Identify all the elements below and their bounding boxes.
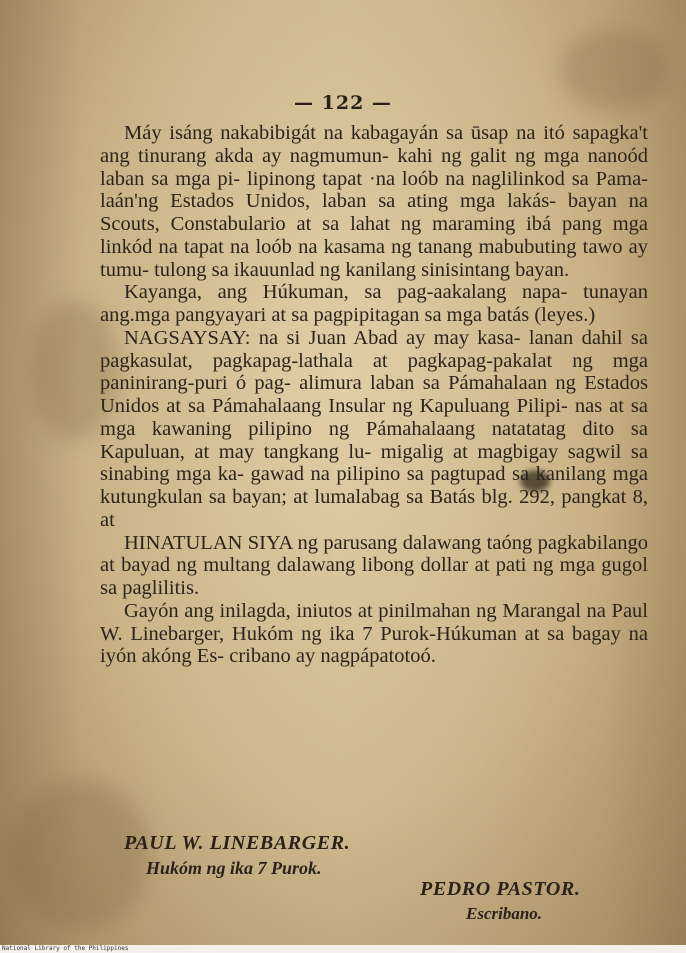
page-number: — 122 — (294, 92, 392, 114)
text-line: Kayanga, ang Húkuman, sa pag-aakalang napa- (124, 281, 568, 304)
text-line: Purok-Húkuman at sa bagay na iyón akóng Es- (100, 622, 648, 668)
paragraph-court-finding (100, 281, 648, 327)
paragraph-attestation (100, 600, 648, 668)
text-line: alimura laban sa Pámahalaan ng Estados Unidos (100, 372, 649, 417)
text-line: migalig at magbigay sagwil sa sinabing mga ka- (100, 440, 648, 486)
judge-signature-title: Hukóm ng ika 7 Purok. (146, 858, 322, 878)
text-line: tunayan ang.mga pangyayari at sa pagpipitagan (100, 281, 649, 326)
text-line: tulong sa ikauunlad ng kanilang sinisintang bayan. (154, 258, 570, 281)
text-line: pagkapag-pakalat ng mga paninirang-puri ó pag- (100, 349, 649, 395)
text-line: libong dollar at pati ng mga gugol sa paglilitis. (100, 554, 648, 599)
text-line: sa mga batás (leyes.) (424, 304, 596, 326)
text-line: na kasama ng tanang mabubuting tawo ay tumu- (100, 235, 649, 281)
text-line: Marangal na Paul W. Linebarger, Hukóm ng ika 7 (100, 599, 648, 645)
text-line: bayan na Scouts, Constabulario at sa lahat ng (100, 190, 649, 235)
text-line: nas at sa mga kawaning pilipino ng Pámahalaang (100, 395, 649, 440)
text-line: na itó sapagka't ang tinurang akda ay nagmumun- (100, 122, 648, 167)
body-text (100, 122, 648, 668)
text-line: lipinong tapat ·na loób na naglilinkod sa Pama- (247, 167, 648, 190)
text-line: cribano ay nagpápatotoó. (229, 645, 436, 668)
text-line: HINATULAN SIYA ng parusang dalawang (124, 531, 482, 554)
text-line: lanan dahil sa pagkasulat, pagkapag-lathala at (100, 326, 648, 372)
text-line: maraming ibá pang mga linkód na tapat na loób (100, 213, 648, 258)
text-line: laán'ng Estados Unidos, laban sa ating mga lakás- (100, 190, 557, 213)
library-credit: National Library of the Philippines (0, 945, 686, 953)
text-line: Gayón ang inilagda, iniutos at pinilmahan ng (124, 599, 497, 622)
paragraph-rationale (100, 122, 648, 281)
text-line: Máy isáng nakabibigát na kabagayán sa ūsap (124, 122, 509, 144)
clerk-signature-title: Escribano. (466, 904, 543, 923)
clerk-signature-name: PEDRO PASTOR. (420, 878, 581, 900)
paragraph-sentence (100, 532, 648, 600)
paper-stain (10, 780, 150, 930)
text-line: blg. 292, pangkat 8, at (100, 486, 649, 531)
text-line: gawad na pilipino sa pagtupad sa kanilang mga (250, 463, 648, 486)
text-line: kutungkulan sa bayan; at lumalabag sa Batás (100, 486, 476, 508)
text-line: at sa Pámahalaang Insular ng Kapuluang Pilipi- (166, 395, 568, 417)
paragraph-verdict (100, 327, 648, 532)
text-line: natatatag dito sa Kapuluan, at may tangkang lu- (100, 417, 648, 463)
text-line: taóng pagkabilango at bayad ng multang dalawang (100, 531, 649, 577)
judge-signature-name: PAUL W. LINEBARGER. (124, 832, 351, 854)
text-line: kahi ng galit ng mga nanoód laban sa mga pi- (100, 144, 649, 190)
text-line: NAGSAYSAY: na si Juan Abad ay may kasa- (124, 326, 521, 349)
